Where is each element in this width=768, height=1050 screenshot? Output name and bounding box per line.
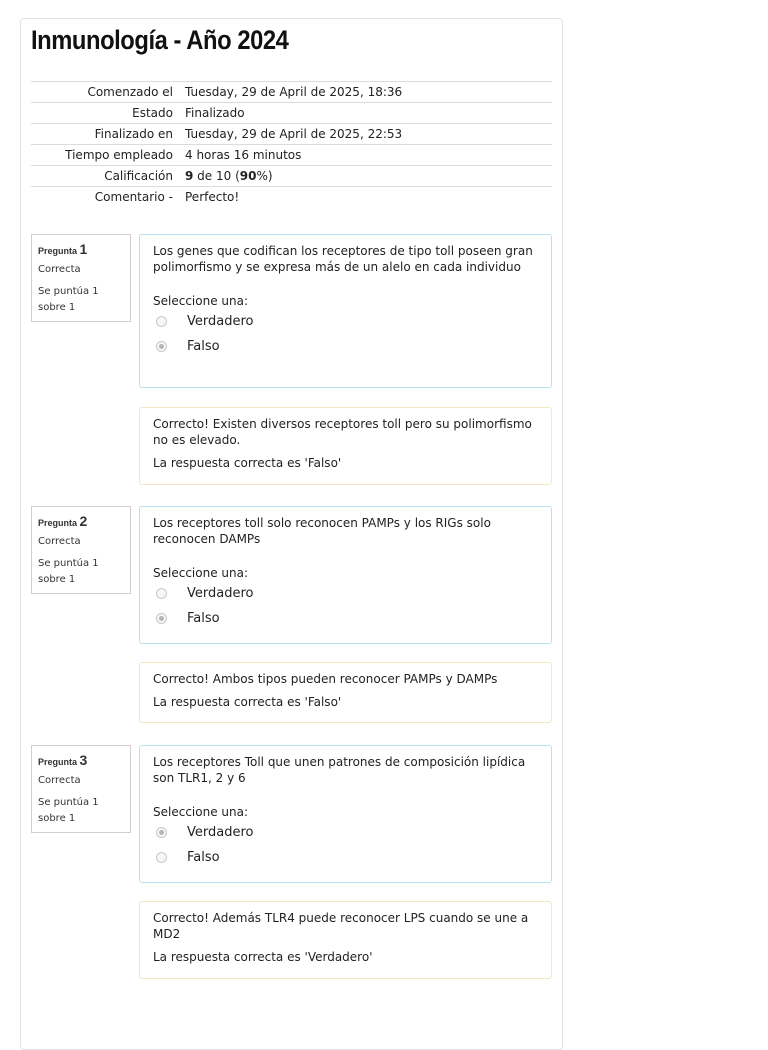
question-grade: Se puntúa 1 sobre 1 — [38, 797, 99, 824]
option-label: Falso — [187, 849, 220, 865]
answer-option-true[interactable] — [153, 820, 538, 845]
summary-value: 4 horas 16 minutos — [185, 148, 302, 162]
question-info-3 — [31, 745, 131, 833]
grade-percent-sign: %) — [256, 169, 273, 183]
feedback-text: Correcto! Existen diversos receptores toll pero su polimorfismo no es elevado. — [153, 417, 532, 447]
summary-label: Comentario - — [94, 190, 173, 205]
option-label: Verdadero — [187, 824, 254, 840]
select-label: Seleccione una: — [153, 294, 248, 308]
answer-option-false[interactable] — [153, 845, 538, 870]
summary-value: Tuesday, 29 de April de 2025, 22:53 — [185, 127, 403, 141]
grade-percent: 90 — [239, 169, 257, 183]
summary-value: Finalizado — [185, 106, 245, 120]
select-label: Seleccione una: — [153, 805, 248, 819]
question-state: Correcta — [38, 775, 81, 786]
summary-label: Tiempo empleado — [65, 148, 173, 162]
quiz-review-page — [20, 18, 563, 1050]
summary-value: Perfecto! — [185, 190, 240, 205]
question-info-2 — [31, 506, 131, 594]
option-label: Verdadero — [187, 313, 254, 329]
question-grade: Se puntúa 1 sobre 1 — [38, 558, 99, 585]
summary-value: Tuesday, 29 de April de 2025, 18:36 — [185, 85, 403, 99]
radio-button-selected[interactable] — [156, 613, 167, 624]
summary-row-started — [31, 82, 552, 103]
question-content-3 — [139, 745, 552, 883]
option-label: Falso — [187, 610, 220, 626]
question-state: Correcta — [38, 264, 81, 275]
question-prompt: Los genes que codifican los receptores de tipo toll poseen gran polimorfismo y se expresa más de un alelo en cada individuo — [153, 244, 533, 274]
radio-button-selected[interactable] — [156, 827, 167, 838]
right-answer: La respuesta correcta es 'Falso' — [153, 456, 342, 470]
answer-option-false[interactable] — [153, 606, 538, 631]
question-number: Pregunta 3 — [38, 752, 88, 768]
question-number: Pregunta 2 — [38, 513, 88, 529]
question-prompt: Los receptores toll solo reconocen PAMPs y los RIGs solo reconocen DAMPs — [153, 516, 491, 546]
attempt-summary-table — [31, 81, 552, 208]
grade-points: 9 — [185, 169, 194, 183]
summary-label: Estado — [132, 106, 173, 120]
right-answer: La respuesta correcta es 'Verdadero' — [153, 950, 373, 964]
answer-option-true[interactable] — [153, 309, 538, 334]
grade-out-of: de 10 ( — [193, 169, 240, 183]
question-info-1 — [31, 234, 131, 322]
summary-label: Finalizado en — [94, 127, 173, 141]
question-feedback-1 — [139, 407, 552, 485]
summary-row-finished — [31, 124, 552, 145]
radio-button[interactable] — [156, 316, 167, 327]
question-number: Pregunta 1 — [38, 241, 88, 257]
question-prompt: Los receptores Toll que unen patrones de composición lipídica son TLR1, 2 y 6 — [153, 755, 526, 785]
summary-row-time-taken — [31, 145, 552, 166]
answer-option-true[interactable] — [153, 581, 538, 606]
question-grade: Se puntúa 1 sobre 1 — [38, 286, 99, 313]
page-title: Inmunología - Año 2024 — [31, 25, 289, 55]
radio-button-selected[interactable] — [156, 341, 167, 352]
option-label: Falso — [187, 338, 220, 354]
summary-label: Comenzado el — [87, 85, 173, 99]
radio-button[interactable] — [156, 852, 167, 863]
question-feedback-3 — [139, 901, 552, 979]
question-feedback-2 — [139, 662, 552, 723]
select-label: Seleccione una: — [153, 566, 248, 580]
radio-button[interactable] — [156, 588, 167, 599]
question-content-1 — [139, 234, 552, 388]
summary-label: Calificación — [104, 169, 173, 183]
option-label: Verdadero — [187, 585, 254, 601]
feedback-text: Correcto! Ambos tipos pueden reconocer PAMPs y DAMPs — [153, 672, 498, 686]
summary-value — [179, 166, 552, 187]
summary-row-grade — [31, 166, 552, 187]
answer-option-false[interactable] — [153, 334, 538, 359]
summary-row-comment — [31, 187, 552, 208]
right-answer: La respuesta correcta es 'Falso' — [153, 695, 342, 709]
question-state: Correcta — [38, 536, 81, 547]
summary-row-state — [31, 103, 552, 124]
feedback-text: Correcto! Además TLR4 puede reconocer LPS cuando se une a MD2 — [153, 911, 529, 941]
question-content-2 — [139, 506, 552, 644]
